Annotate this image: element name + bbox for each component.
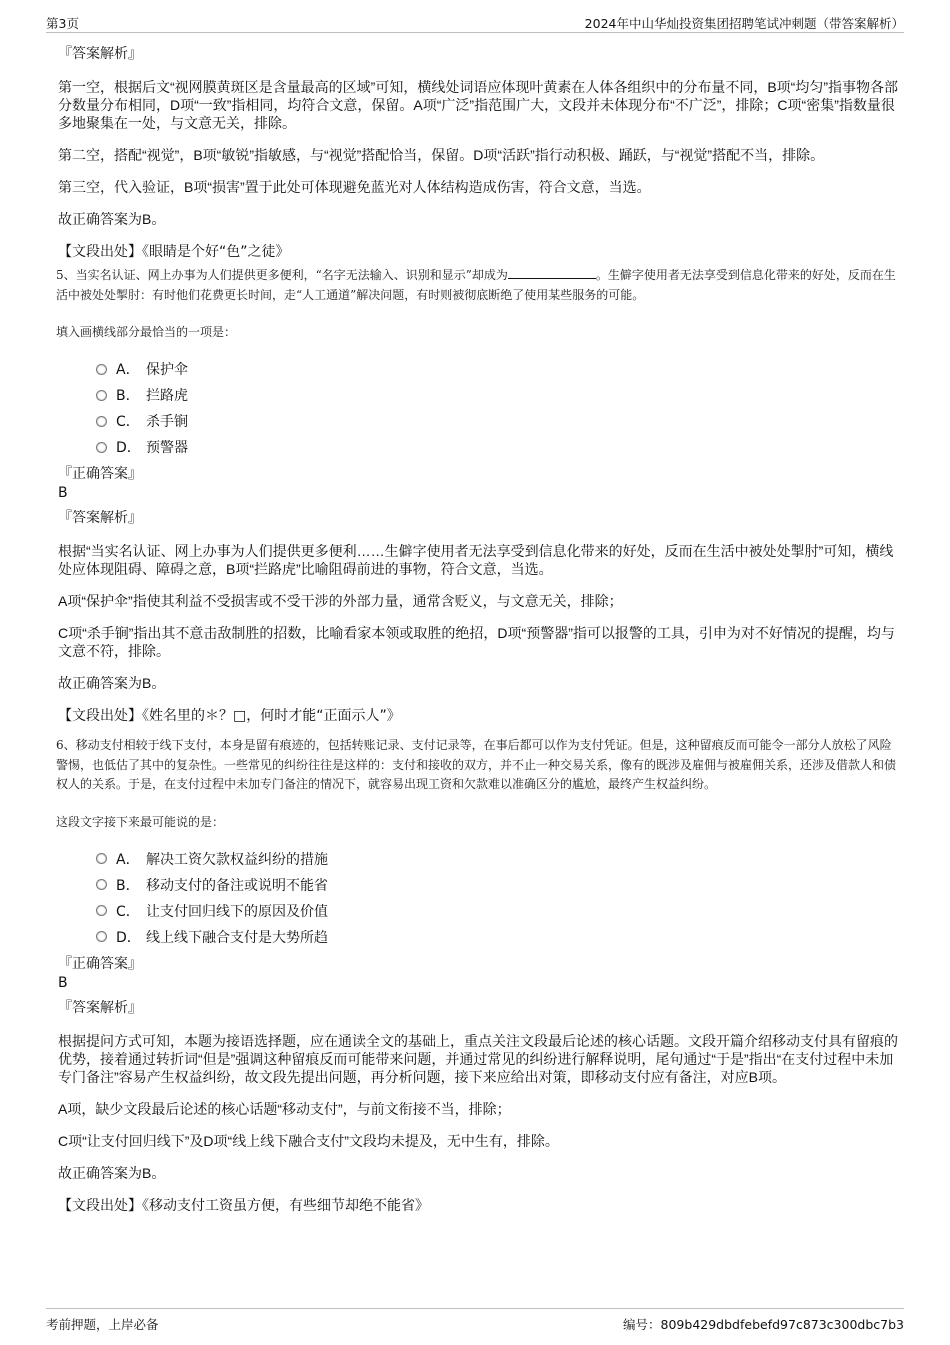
- question-5-options: [96, 356, 900, 460]
- page-number: 第3页: [46, 16, 79, 31]
- document-title: 2024年中山华灿投资集团招聘笔试冲刺题（带答案解析）: [584, 16, 904, 31]
- question-5-text: 5、当实名认证、网上办事为人们提供更多便利，“名字无法输入、识别和显示”却成为 。生僻字使用者无法享受到信息化带来的好处，反而在生活中被处处掣肘：有时他们花费更长时间，走“人工通道”解决问题，有时则被彻底断绝了使用某些服务的可能。: [56, 268, 896, 302]
- analysis-paragraph: 根据“当实名认证、网上办事为人们提供更多便利……生僻字使用者无法享受到信息化带来的好处，反而在生活中被处处掣肘”可知，横线处应体现阻碍、障碍之意，B项“拦路虎”比喻阻碍前进的事物，符合文意，当选。: [58, 543, 894, 577]
- correct-answer-label: 『正确答案』: [58, 955, 142, 972]
- footer-slogan: 考前押题，上岸必备: [46, 1317, 159, 1332]
- question-6-text: 6、移动支付相较于线下支付，本身是留有痕迹的，包括转账记录、支付记录等，在事后都可以作为支付凭证。但是，这种留痕反而可能令一部分人放松了风险警惕，也低估了其中的复杂性。一些常见的纠纷往往是这样的：支付和接收的双方，并不止一种交易关系，像有的既涉及雇佣与被雇佣关系，还涉及借款人和债权人的关系。于是，在支付过程中未加专门备注的情况下，就容易出现工资和欠款难以准确区分的尴尬，最终产生权益纠纷。: [56, 738, 897, 791]
- page-header: [46, 12, 904, 33]
- radio-icon[interactable]: [96, 879, 107, 890]
- correct-answer: B: [58, 485, 68, 501]
- radio-icon[interactable]: [96, 931, 107, 942]
- analysis-paragraph: C项“杀手锏”指出其不意击敌制胜的招数，比喻看家本领或取胜的绝招，D项“预警器”指可以报警的工具，引申为对不好情况的提醒，均与文意不符，排除。: [58, 625, 895, 659]
- option-d[interactable]: D． 预警器: [96, 434, 900, 460]
- correct-answer: B: [58, 974, 68, 991]
- analysis-paragraph: A项，缺少文段最后论述的核心话题“移动支付”，与前文衔接不当，排除；: [58, 1100, 511, 1117]
- radio-icon[interactable]: [96, 390, 107, 401]
- radio-icon[interactable]: [96, 442, 107, 453]
- analysis-label: 『答案解析』: [58, 510, 142, 526]
- analysis-label: 『答案解析』: [58, 46, 142, 62]
- source-citation: 【文段出处】《姓名里的＊？□，何时才能“正面示人”》: [58, 708, 401, 724]
- radio-icon[interactable]: [96, 416, 107, 427]
- document-code: 编号：809b429dbdfebefd97c873c300dbc7b3: [623, 1317, 904, 1332]
- radio-icon[interactable]: [96, 853, 107, 864]
- option-b[interactable]: B． 拦路虎: [96, 382, 900, 408]
- radio-icon[interactable]: [96, 364, 107, 375]
- analysis-paragraph: 第二空，搭配“视觉”，B项“敏锐”指敏感，与“视觉”搭配恰当，保留。D项“活跃”指行动积极、踊跃，与“视觉”搭配不当，排除。: [58, 147, 825, 163]
- option-c[interactable]: C． 杀手锏: [96, 408, 900, 434]
- analysis-paragraph: 第一空，根据后文“视网膜黄斑区是含量最高的区域”可知，横线处词语应体现叶黄素在人体各组织中的分布量不同，B项“均匀”指事物各部分数量分布相同，D项“一致”指相同，均符合文意，保留。A项“广泛”指范围广大，文段并未体现分布“不广泛”，排除；C项“密集”指数量很多地聚集在一处，与文意无关，排除。: [58, 79, 898, 131]
- question-6-options: [96, 846, 900, 950]
- analysis-paragraph: C项“让支付回归线下”及D项“线上线下融合支付”文段均未提及，无中生有，排除。: [58, 1132, 559, 1149]
- source-citation: 【文段出处】《移动支付工资虽方便，有些细节却绝不能省》: [58, 1197, 429, 1214]
- question-6-prompt: 这段文字接下来最可能说的是：: [56, 814, 225, 829]
- analysis-paragraph: 第三空，代入验证，B项“损害”置于此处可体现避免蓝光对人体结构造成伤害，符合文意，当选。: [58, 179, 651, 195]
- analysis-conclusion: 故正确答案为B。: [58, 211, 166, 227]
- analysis-conclusion: 故正确答案为B。: [58, 1164, 166, 1181]
- analysis-paragraph: 根据提问方式可知，本题为接语选择题，应在通读全文的基础上，重点关注文段最后论述的核心话题。文段开篇介绍移动支付具有留痕的优势，接着通过转折词“但是”强调这种留痕反而可能带来问题，并通过常见的纠纷进行解释说明，尾句通过“于是”指出“在支付过程中未加专门备注”容易产生权益纠纷，故文段先提出问题，再分析问题，接下来应给出对策，即移动支付应有备注，对应B项。: [58, 1032, 898, 1085]
- page-content: [56, 44, 900, 1220]
- correct-answer-label: 『正确答案』: [58, 466, 142, 482]
- page-footer: [46, 1308, 904, 1338]
- source-citation: 【文段出处】《眼睛是个好“色”之徒》: [58, 244, 290, 260]
- option-b[interactable]: B． 移动支付的备注或说明不能省: [96, 872, 900, 898]
- question-5-prompt: 填入画横线部分最恰当的一项是：: [56, 325, 237, 339]
- analysis-label: 『答案解析』: [58, 999, 142, 1016]
- option-d[interactable]: D． 线上线下融合支付是大势所趋: [96, 924, 900, 950]
- analysis-conclusion: 故正确答案为B。: [58, 675, 166, 691]
- option-a[interactable]: A． 保护伞: [96, 356, 900, 382]
- analysis-paragraph: A项“保护伞”指使其利益不受损害或不受干涉的外部力量，通常含贬义，与文意无关，排除；: [58, 593, 623, 609]
- radio-icon[interactable]: [96, 905, 107, 916]
- fill-blank: [508, 266, 596, 279]
- option-c[interactable]: C． 让支付回归线下的原因及价值: [96, 898, 900, 924]
- option-a[interactable]: A． 解决工资欠款权益纠纷的措施: [96, 846, 900, 872]
